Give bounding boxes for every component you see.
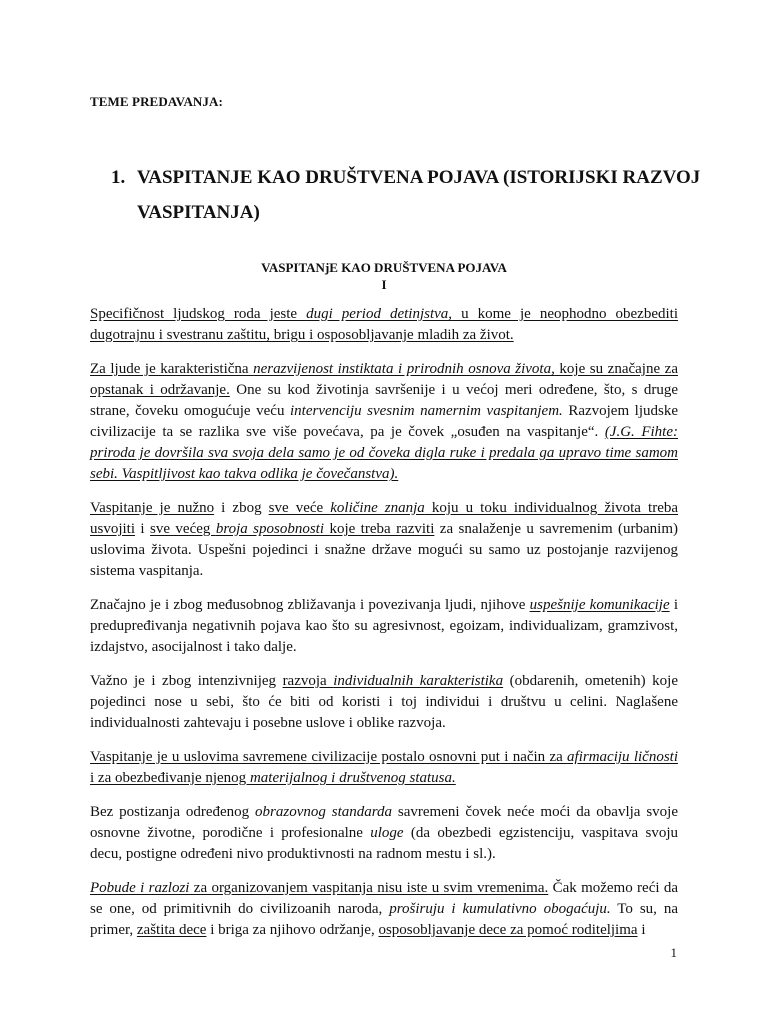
text-span: u kome je neophodno obezbediti dugotrajnu i svestranu zaštitu, brigu i osposobljavanje mladih za život.	[90, 306, 678, 343]
text-span: Vaspitanje je u uslovima savremene civilizacije postalo osnovni put i način za	[90, 749, 568, 765]
text-span: (J.G. Fihte: priroda je dovršila sva svoja dela samo je od čoveka digla ruke i predala ga upravo time samom sebi. Vaspitljivost kao takva odlika je čovečanstva).	[90, 424, 678, 482]
text-span: nerazvijenost instiktata i prirodnih osnova života,	[253, 361, 555, 377]
paragraph-5	[90, 671, 678, 734]
text-span: Pobude i razlozi	[90, 880, 190, 896]
text-span: Specifičnost ljudskog roda jeste	[90, 306, 307, 322]
section-roman-numeral: I	[381, 277, 387, 292]
text-span: i predupređivanja negativnih pojava kao što su agresivnost, egoizam, individualizam, gramzivost, izdajstvo, asocijalnost i tako dalje.	[90, 597, 678, 655]
text-span: i za obezbeđivanje njenog	[90, 770, 250, 786]
paragraph-3	[90, 498, 678, 582]
text-span: Za ljude je karakteristična	[90, 361, 254, 377]
text-span: individualnih karakteristika	[333, 673, 504, 689]
lecture-topics-label: TEME PREDAVANJA:	[90, 94, 223, 109]
text-span: materijalnog i društvenog statusa.	[249, 770, 456, 786]
text-span: i	[135, 521, 151, 537]
text-span: za organizovanjem vaspitanja nisu iste u svim vremenima.	[189, 880, 549, 896]
text-span: koje treba razviti	[324, 521, 435, 537]
chapter-title-line1: VASPITANJE KAO DRUŠTVENA POJAVA (ISTORIJSKI RAZVOJ	[137, 167, 701, 188]
section-title: VASPITANjE KAO DRUŠTVENA POJAVA	[261, 260, 507, 275]
section-heading	[0, 259, 768, 293]
text-span: uspešnije komunikacije	[529, 597, 670, 613]
text-span: i zbog	[214, 500, 269, 516]
text-span: savremeni čovek neće moći da obavlja svoje osnovne životne, porodične i profesionalne	[90, 804, 678, 841]
text-span: koju u toku individualnog života treba usvojiti	[90, 500, 679, 537]
chapter-heading	[111, 160, 711, 230]
text-span: afirmaciju ličnosti	[567, 749, 678, 765]
text-span: (da obezbedi egzistenciju, vaspitava svoju decu, postigne određeni nivo produktivnosti na radnom mestu i sl.).	[90, 825, 678, 862]
text-span: Čak možemo reći da se one, od primitivnih do civilizoanih naroda,	[90, 880, 678, 917]
text-span: Bez postizanja određenog	[90, 804, 256, 820]
paragraph-4	[90, 595, 678, 658]
text-span: intervenciju svesnim namernim vaspitanjem.	[289, 403, 563, 419]
text-span: za snalaženje u savremenim (urbanim) uslovima života. Uspešni pojedinci i snažne države mogući su samo uz postojanje razvijenog sistema vaspitanja.	[90, 521, 679, 579]
page-number: 1	[670, 945, 677, 960]
document-body	[90, 304, 678, 954]
paragraph-1	[90, 304, 678, 346]
text-span: koje su značajne za opstanak i održavanje.	[90, 361, 678, 398]
text-span: sve veće	[268, 500, 331, 516]
text-span: sve većeg	[150, 521, 216, 537]
text-span: Vaspitanje je nužno	[90, 500, 215, 516]
text-span: Važno je i zbog intenzivnijeg	[90, 673, 283, 689]
text-span: dugi period detinjstva,	[306, 306, 453, 322]
text-span: obrazovnog standarda	[255, 804, 393, 820]
text-span: To su, na primer,	[90, 901, 679, 938]
text-span: uloge	[370, 825, 404, 841]
text-span: (obdarenih, ometenih) koje pojedinci nose u sebi, što će biti od koristi i toj individui i društvu u celini. Naglašene individualnosti zahtevaju i posebne uslove i oblike razvoja.	[90, 673, 679, 731]
text-span: One su kod životinja savršenije i u većoj meri određene, što, s druge strane, čoveku omogućuje veću	[90, 382, 678, 419]
text-span: količine znanja	[330, 500, 425, 516]
text-span: osposobljavanje dece za pomoć roditeljima	[378, 922, 638, 938]
paragraph-7	[90, 802, 678, 865]
chapter-title-line2: VASPITANJA)	[137, 202, 260, 223]
text-span: proširuju i kumulativno obogaćuju.	[389, 901, 611, 917]
text-span: razvoja	[282, 673, 334, 689]
text-span: i briga za njihovo održanje,	[206, 922, 379, 938]
paragraph-6	[90, 747, 678, 789]
text-span: Razvojem ljudske civilizacije ta se razlika sve više povećava, pa je čovek „osuđen na vaspitanje“.	[90, 403, 678, 440]
chapter-number: 1.	[111, 167, 126, 188]
text-span: broja sposobnosti	[215, 521, 325, 537]
text-span: Značajno je i zbog međusobnog zbližavanja i povezivanja ljudi, njihove	[90, 597, 530, 613]
paragraph-2	[90, 359, 678, 485]
text-span: i	[637, 922, 646, 938]
text-span: zaštita dece	[136, 922, 207, 938]
paragraph-8	[90, 878, 678, 941]
